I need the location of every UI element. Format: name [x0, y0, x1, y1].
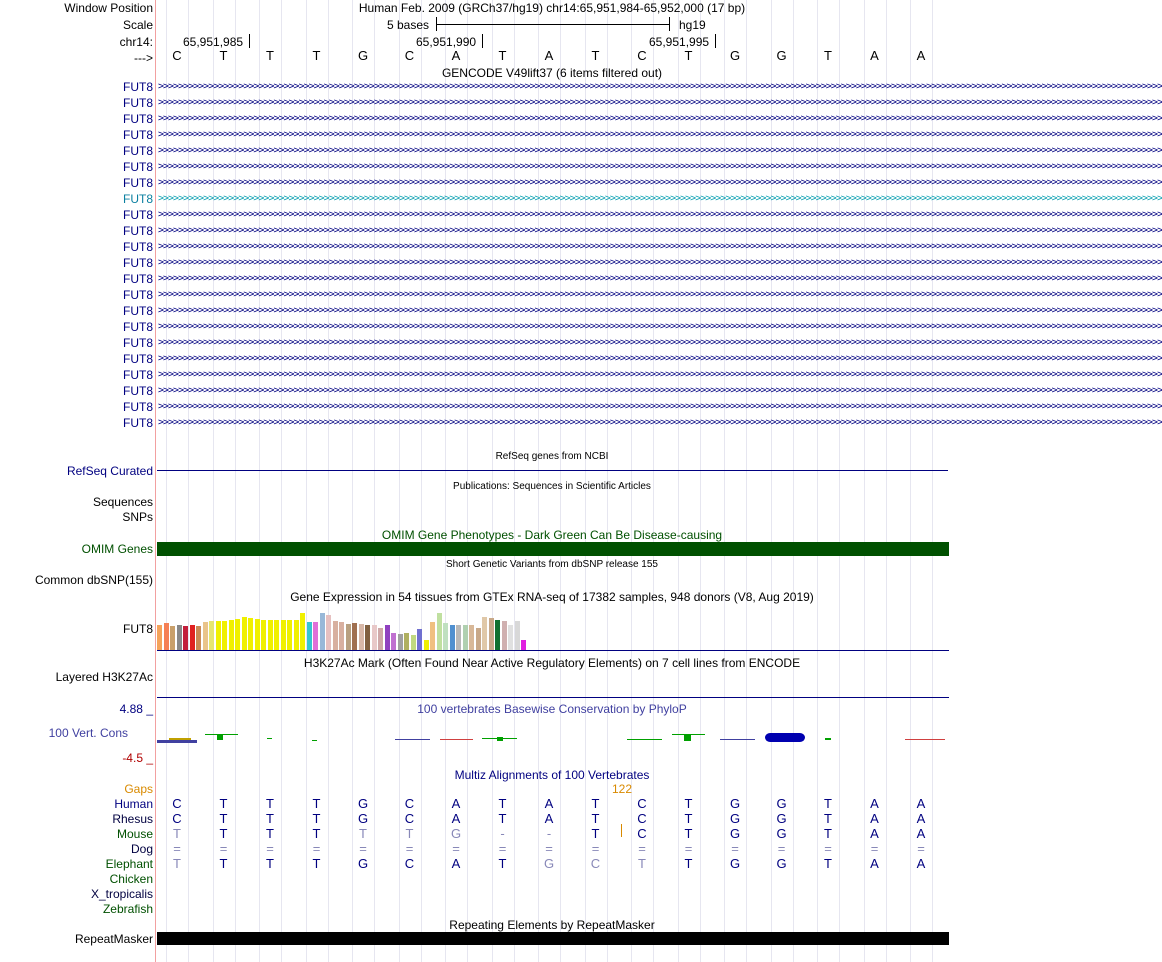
aligned-base: = — [498, 841, 507, 856]
aligned-base: G — [729, 811, 741, 826]
gtex-tissue-bar[interactable] — [248, 618, 253, 650]
gencode-gene-label[interactable]: FUT8 — [123, 144, 153, 158]
aligned-base: T — [824, 826, 832, 841]
gtex-tissue-bar[interactable] — [326, 615, 331, 650]
gtex-tissue-bar[interactable] — [430, 622, 435, 650]
aligned-base: = — [405, 841, 414, 856]
gencode-gene-label[interactable]: FUT8 — [123, 224, 153, 238]
aligned-base: G — [450, 826, 462, 841]
aligned-base: A — [916, 856, 926, 871]
aligned-base: = — [219, 841, 228, 856]
gencode-gene-label[interactable]: FUT8 — [123, 192, 153, 206]
aligned-base: = — [777, 841, 786, 856]
reference-base: C — [637, 48, 647, 63]
aligned-base: C — [637, 796, 647, 811]
phylop-title[interactable]: 100 vertebrates Basewise Conservation by PhyloP — [417, 702, 687, 716]
gtex-tissue-bar[interactable] — [515, 621, 520, 650]
aligned-base: = — [731, 841, 739, 856]
gtex-tissue-bar[interactable] — [196, 626, 201, 650]
scale-text: 5 bases — [387, 18, 430, 32]
gtex-tissue-bar[interactable] — [274, 620, 279, 650]
scale-bar-right — [669, 17, 670, 31]
aligned-base: = — [638, 841, 646, 856]
gencode-transcript-line[interactable]: >>>>>>>>>>>>>>>>>>>>>>>>>>>>>>>>>>>>>>>>>>>>>>>>>>>>>>>>>>>>>>>>>>>>>>>>>>>>>>>>>>>>>>>>>>>>>>>>>>>>>>>>>>>>>>>>>>>>>>>>>>>>>>>>>>>>>>>>>>>>>>>>>>>>>>>>>>>>>>>>>>>>>>>>>>>>>>>>>>>>>>>>>>>>>>>>>>>>>>>> — [158, 129, 1162, 140]
gtex-tissue-bar[interactable] — [463, 625, 468, 650]
gap-marker — [621, 824, 622, 837]
species-label[interactable]: Chicken — [109, 872, 153, 886]
reference-base: T — [266, 48, 274, 63]
gencode-transcript-line[interactable]: >>>>>>>>>>>>>>>>>>>>>>>>>>>>>>>>>>>>>>>>>>>>>>>>>>>>>>>>>>>>>>>>>>>>>>>>>>>>>>>>>>>>>>>>>>>>>>>>>>>>>>>>>>>>>>>>>>>>>>>>>>>>>>>>>>>>>>>>>>>>>>>>>>>>>>>>>>>>>>>>>>>>>>>>>>>>>>>>>>>>>>>>>>>>>>>>>>>>>>>> — [158, 113, 1162, 124]
scale-label: Scale — [122, 18, 153, 32]
aligned-base: T — [824, 796, 832, 811]
aligned-base: C — [404, 811, 415, 826]
gencode-gene-label[interactable]: FUT8 — [123, 400, 153, 414]
species-label[interactable]: Rhesus — [112, 812, 153, 826]
gencode-transcript-line[interactable]: >>>>>>>>>>>>>>>>>>>>>>>>>>>>>>>>>>>>>>>>>>>>>>>>>>>>>>>>>>>>>>>>>>>>>>>>>>>>>>>>>>>>>>>>>>>>>>>>>>>>>>>>>>>>>>>>>>>>>>>>>>>>>>>>>>>>>>>>>>>>>>>>>>>>>>>>>>>>>>>>>>>>>>>>>>>>>>>>>>>>>>>>>>>>>>>>>>>>>>>> — [158, 257, 1162, 268]
gencode-transcript-line[interactable]: >>>>>>>>>>>>>>>>>>>>>>>>>>>>>>>>>>>>>>>>>>>>>>>>>>>>>>>>>>>>>>>>>>>>>>>>>>>>>>>>>>>>>>>>>>>>>>>>>>>>>>>>>>>>>>>>>>>>>>>>>>>>>>>>>>>>>>>>>>>>>>>>>>>>>>>>>>>>>>>>>>>>>>>>>>>>>>>>>>>>>>>>>>>>>>>>>>>>>>>> — [158, 97, 1162, 108]
aligned-base: T — [498, 811, 507, 826]
gtex-tissue-bar[interactable] — [203, 622, 208, 650]
reference-base: T — [824, 48, 832, 63]
omim-title[interactable]: OMIM Gene Phenotypes - Dark Green Can Be Disease-causing — [381, 528, 723, 542]
gtex-tissue-bar[interactable] — [424, 640, 429, 650]
phylop-graph[interactable] — [157, 728, 949, 746]
gencode-gene-label[interactable]: FUT8 — [123, 368, 153, 382]
aligned-base: A — [451, 796, 461, 811]
phylop-neg-8 — [905, 739, 945, 740]
gtex-tissue-bar[interactable] — [177, 625, 182, 650]
aligned-base: = — [870, 841, 879, 856]
aligned-base: = — [591, 841, 600, 856]
gtex-tissue-bar[interactable] — [157, 625, 162, 650]
gtex-tissue-bar[interactable] — [411, 635, 416, 650]
aligned-base: A — [916, 811, 926, 826]
gtex-tissue-bar[interactable] — [443, 623, 448, 650]
gencode-gene-label[interactable]: FUT8 — [123, 272, 153, 286]
reference-base: T — [312, 48, 321, 63]
gencode-title[interactable]: GENCODE V49lift37 (6 items filtered out) — [441, 66, 663, 80]
gencode-transcript-line[interactable]: >>>>>>>>>>>>>>>>>>>>>>>>>>>>>>>>>>>>>>>>>>>>>>>>>>>>>>>>>>>>>>>>>>>>>>>>>>>>>>>>>>>>>>>>>>>>>>>>>>>>>>>>>>>>>>>>>>>>>>>>>>>>>>>>>>>>>>>>>>>>>>>>>>>>>>>>>>>>>>>>>>>>>>>>>>>>>>>>>>>>>>>>>>>>>>>>>>>>>>>> — [158, 209, 1162, 220]
species-label[interactable]: Zebrafish — [102, 902, 153, 916]
reference-base: G — [729, 48, 741, 63]
aligned-base: T — [591, 826, 600, 841]
aligned-base: T — [266, 811, 274, 826]
gtex-tissue-bar[interactable] — [391, 633, 396, 650]
aligned-base: T — [173, 826, 181, 841]
phylop-peak-7 — [825, 738, 831, 740]
aligned-base: A — [544, 796, 554, 811]
reference-base: T — [498, 48, 507, 63]
gencode-transcript-line[interactable]: >>>>>>>>>>>>>>>>>>>>>>>>>>>>>>>>>>>>>>>>>>>>>>>>>>>>>>>>>>>>>>>>>>>>>>>>>>>>>>>>>>>>>>>>>>>>>>>>>>>>>>>>>>>>>>>>>>>>>>>>>>>>>>>>>>>>>>>>>>>>>>>>>>>>>>>>>>>>>>>>>>>>>>>>>>>>>>>>>>>>>>>>>>>>>>>>>>>>>>>> — [158, 305, 1162, 316]
reference-base: G — [776, 48, 787, 63]
gencode-transcript-line[interactable]: >>>>>>>>>>>>>>>>>>>>>>>>>>>>>>>>>>>>>>>>>>>>>>>>>>>>>>>>>>>>>>>>>>>>>>>>>>>>>>>>>>>>>>>>>>>>>>>>>>>>>>>>>>>>>>>>>>>>>>>>>>>>>>>>>>>>>>>>>>>>>>>>>>>>>>>>>>>>>>>>>>>>>>>>>>>>>>>>>>>>>>>>>>>>>>>>>>>>>>>> — [158, 241, 1162, 252]
gtex-tissue-bar[interactable] — [255, 619, 260, 650]
gtex-tissue-bar[interactable] — [313, 622, 318, 650]
gencode-gene-label[interactable]: FUT8 — [123, 416, 153, 430]
h3k27ac-title[interactable]: H3K27Ac Mark (Often Found Near Active Regulatory Elements) on 7 cell lines from ENCODE — [303, 656, 801, 670]
aligned-base: T — [219, 811, 228, 826]
gtex-tissue-bar[interactable] — [476, 628, 481, 650]
phylop-ymax: 4.88 _ — [119, 702, 153, 716]
aligned-base: T — [824, 856, 832, 871]
phylop-logo-t1 — [217, 735, 223, 740]
gencode-gene-label[interactable]: FUT8 — [123, 160, 153, 174]
gtex-tissue-bar[interactable] — [190, 625, 195, 650]
publications-label-snps[interactable]: SNPs — [122, 510, 153, 524]
gencode-transcript-line[interactable]: >>>>>>>>>>>>>>>>>>>>>>>>>>>>>>>>>>>>>>>>>>>>>>>>>>>>>>>>>>>>>>>>>>>>>>>>>>>>>>>>>>>>>>>>>>>>>>>>>>>>>>>>>>>>>>>>>>>>>>>>>>>>>>>>>>>>>>>>>>>>>>>>>>>>>>>>>>>>>>>>>>>>>>>>>>>>>>>>>>>>>>>>>>>>>>>>>>>>>>>> — [158, 417, 1162, 428]
gtex-gene-line — [157, 650, 949, 651]
aligned-base: = — [684, 841, 693, 856]
gtex-tissue-bar[interactable] — [359, 624, 364, 650]
aligned-base: G — [729, 856, 741, 871]
aligned-base: T — [312, 811, 321, 826]
aligned-base: T — [591, 796, 600, 811]
aligned-base: T — [684, 856, 693, 871]
aligned-base: T — [266, 796, 274, 811]
refseq-label[interactable]: RefSeq Curated — [66, 464, 153, 478]
strand-label: ---> — [134, 51, 153, 65]
dbsnp-title[interactable]: Short Genetic Variants from dbSNP release 155 — [446, 559, 658, 570]
refseq-line[interactable] — [157, 470, 948, 471]
gtex-tissue-bar[interactable] — [495, 620, 500, 650]
aligned-base: G — [729, 826, 741, 841]
gencode-transcript-line[interactable]: >>>>>>>>>>>>>>>>>>>>>>>>>>>>>>>>>>>>>>>>>>>>>>>>>>>>>>>>>>>>>>>>>>>>>>>>>>>>>>>>>>>>>>>>>>>>>>>>>>>>>>>>>>>>>>>>>>>>>>>>>>>>>>>>>>>>>>>>>>>>>>>>>>>>>>>>>>>>>>>>>>>>>>>>>>>>>>>>>>>>>>>>>>>>>>>>>>>>>>>> — [158, 337, 1162, 348]
gencode-transcript-line[interactable]: >>>>>>>>>>>>>>>>>>>>>>>>>>>>>>>>>>>>>>>>>>>>>>>>>>>>>>>>>>>>>>>>>>>>>>>>>>>>>>>>>>>>>>>>>>>>>>>>>>>>>>>>>>>>>>>>>>>>>>>>>>>>>>>>>>>>>>>>>>>>>>>>>>>>>>>>>>>>>>>>>>>>>>>>>>>>>>>>>>>>>>>>>>>>>>>>>>>>>>>> — [158, 321, 1162, 332]
refseq-title[interactable]: RefSeq genes from NCBI — [495, 451, 609, 462]
gencode-gene-label[interactable]: FUT8 — [123, 208, 153, 222]
gtex-title[interactable]: Gene Expression in 54 tissues from GTEx RNA-seq of 17382 samples, 948 donors (V8, Aug 2019) — [290, 590, 814, 604]
aligned-base: T — [219, 826, 228, 841]
aligned-base: C — [590, 856, 601, 871]
aligned-base: T — [173, 856, 181, 871]
gtex-tissue-bar[interactable] — [170, 626, 175, 650]
aligned-base: A — [916, 826, 926, 841]
gencode-gene-label[interactable]: FUT8 — [123, 304, 153, 318]
aligned-base: T — [219, 796, 228, 811]
gtex-tissue-bar[interactable] — [164, 623, 169, 650]
gtex-tissue-bar[interactable] — [365, 625, 370, 650]
gencode-gene-label[interactable]: FUT8 — [123, 80, 153, 94]
aligned-base: G — [357, 796, 369, 811]
reference-base: C — [404, 48, 415, 63]
gencode-gene-label[interactable]: FUT8 — [123, 128, 153, 142]
gtex-tissue-bar[interactable] — [352, 623, 357, 650]
gencode-transcript-line[interactable]: >>>>>>>>>>>>>>>>>>>>>>>>>>>>>>>>>>>>>>>>>>>>>>>>>>>>>>>>>>>>>>>>>>>>>>>>>>>>>>>>>>>>>>>>>>>>>>>>>>>>>>>>>>>>>>>>>>>>>>>>>>>>>>>>>>>>>>>>>>>>>>>>>>>>>>>>>>>>>>>>>>>>>>>>>>>>>>>>>>>>>>>>>>>>>>>>>>>>>>>> — [158, 81, 1162, 92]
aligned-base: = — [312, 841, 321, 856]
gtex-tissue-bar[interactable] — [398, 634, 403, 650]
aligned-base: A — [544, 811, 554, 826]
aligned-base: T — [498, 856, 507, 871]
phylop-peak-2 — [267, 738, 272, 739]
coord-tick-2 — [482, 34, 483, 48]
h3k27ac-label[interactable]: Layered H3K27Ac — [55, 670, 153, 684]
phylop-peak-6 — [672, 734, 705, 735]
gencode-transcript-line[interactable]: >>>>>>>>>>>>>>>>>>>>>>>>>>>>>>>>>>>>>>>>>>>>>>>>>>>>>>>>>>>>>>>>>>>>>>>>>>>>>>>>>>>>>>>>>>>>>>>>>>>>>>>>>>>>>>>>>>>>>>>>>>>>>>>>>>>>>>>>>>>>>>>>>>>>>>>>>>>>>>>>>>>>>>>>>>>>>>>>>>>>>>>>>>>>>>>>>>>>>>>> — [158, 401, 1162, 412]
aligned-base: A — [916, 796, 926, 811]
gencode-gene-label[interactable]: FUT8 — [123, 112, 153, 126]
reference-base: A — [870, 48, 879, 63]
gencode-gene-label[interactable]: FUT8 — [123, 352, 153, 366]
phylop-logo-g — [765, 733, 805, 742]
aligned-base: C — [637, 826, 647, 841]
aligned-base: G — [543, 856, 555, 871]
omim-bar[interactable] — [157, 542, 949, 556]
species-label[interactable]: X_tropicalis — [90, 887, 153, 901]
aligned-base: G — [776, 826, 787, 841]
gtex-tissue-bar[interactable] — [333, 621, 338, 650]
phylop-neg-2 — [395, 739, 430, 740]
aligned-base: T — [638, 856, 646, 871]
multiz-title[interactable]: Multiz Alignments of 100 Vertebrates — [454, 768, 650, 782]
species-label[interactable]: Dog — [130, 842, 153, 856]
gtex-tissue-bar[interactable] — [261, 620, 266, 650]
gtex-tissue-bar[interactable] — [183, 626, 188, 650]
gtex-tissue-bar[interactable] — [469, 625, 474, 650]
aligned-base: T — [498, 796, 507, 811]
phylop-logo-t2 — [497, 737, 503, 741]
gtex-tissue-bar[interactable] — [437, 613, 442, 650]
aligned-base: C — [404, 856, 415, 871]
gtex-tissue-bar[interactable] — [482, 617, 487, 650]
aligned-base: G — [776, 856, 787, 871]
publications-title[interactable]: Publications: Sequences in Scientific Articles — [453, 481, 651, 492]
aligned-base: = — [173, 841, 181, 856]
gtex-tissue-bar[interactable] — [417, 629, 422, 650]
species-label[interactable]: Elephant — [105, 857, 153, 871]
aligned-base: C — [404, 796, 415, 811]
gtex-tissue-bar[interactable] — [508, 625, 513, 650]
chr-label: chr14: — [119, 35, 153, 49]
aligned-base: = — [917, 841, 925, 856]
reference-base: A — [544, 48, 554, 63]
gencode-gene-label[interactable]: FUT8 — [123, 256, 153, 270]
aligned-base: T — [359, 826, 367, 841]
repeatmasker-bar[interactable] — [157, 932, 949, 945]
reference-base: A — [451, 48, 461, 63]
gtex-tissue-bar[interactable] — [372, 625, 377, 650]
gtex-tissue-bar[interactable] — [229, 620, 234, 650]
aligned-base: A — [870, 796, 879, 811]
gencode-gene-label[interactable]: FUT8 — [123, 96, 153, 110]
gtex-tissue-bar[interactable] — [385, 625, 390, 650]
gencode-gene-label[interactable]: FUT8 — [123, 336, 153, 350]
phylop-logo-t3 — [684, 735, 691, 741]
gtex-tissue-bar[interactable] — [521, 640, 526, 650]
aligned-base: A — [870, 856, 879, 871]
gencode-transcript-line[interactable]: >>>>>>>>>>>>>>>>>>>>>>>>>>>>>>>>>>>>>>>>>>>>>>>>>>>>>>>>>>>>>>>>>>>>>>>>>>>>>>>>>>>>>>>>>>>>>>>>>>>>>>>>>>>>>>>>>>>>>>>>>>>>>>>>>>>>>>>>>>>>>>>>>>>>>>>>>>>>>>>>>>>>>>>>>>>>>>>>>>>>>>>>>>>>>>>>>>>>>>>> — [158, 193, 1162, 204]
phylop-ymin: -4.5 _ — [122, 751, 153, 765]
gencode-transcript-line[interactable]: >>>>>>>>>>>>>>>>>>>>>>>>>>>>>>>>>>>>>>>>>>>>>>>>>>>>>>>>>>>>>>>>>>>>>>>>>>>>>>>>>>>>>>>>>>>>>>>>>>>>>>>>>>>>>>>>>>>>>>>>>>>>>>>>>>>>>>>>>>>>>>>>>>>>>>>>>>>>>>>>>>>>>>>>>>>>>>>>>>>>>>>>>>>>>>>>>>>>>>>> — [158, 145, 1162, 156]
scale-bar — [436, 24, 669, 25]
reference-base: T — [591, 48, 600, 63]
aligned-base: G — [357, 811, 369, 826]
gencode-transcript-line[interactable]: >>>>>>>>>>>>>>>>>>>>>>>>>>>>>>>>>>>>>>>>>>>>>>>>>>>>>>>>>>>>>>>>>>>>>>>>>>>>>>>>>>>>>>>>>>>>>>>>>>>>>>>>>>>>>>>>>>>>>>>>>>>>>>>>>>>>>>>>>>>>>>>>>>>>>>>>>>>>>>>>>>>>>>>>>>>>>>>>>>>>>>>>>>>>>>>>>>>>>>>> — [158, 369, 1162, 380]
aligned-base: T — [219, 856, 228, 871]
gtex-tissue-bar[interactable] — [378, 628, 383, 650]
coord-tick-1 — [249, 34, 250, 48]
coord-tick-3 — [715, 34, 716, 48]
aligned-base: C — [172, 796, 182, 811]
gtex-tissue-bar[interactable] — [404, 633, 409, 650]
assembly-label: hg19 — [679, 18, 706, 32]
window-position-label: Window Position — [64, 1, 153, 15]
aligned-base: = — [452, 841, 460, 856]
gencode-gene-label[interactable]: FUT8 — [123, 384, 153, 398]
repeatmasker-label[interactable]: RepeatMasker — [74, 932, 153, 946]
omim-label[interactable]: OMIM Genes — [81, 542, 153, 556]
aligned-base: - — [546, 826, 552, 841]
aligned-base: C — [637, 811, 647, 826]
aligned-base: A — [451, 856, 461, 871]
aligned-base: A — [870, 826, 879, 841]
gtex-tissue-bar[interactable] — [209, 621, 214, 650]
gtex-tissue-bar[interactable] — [222, 621, 227, 650]
reference-base: G — [357, 48, 369, 63]
phylop-peak-1 — [205, 734, 238, 735]
gtex-tissue-bar[interactable] — [320, 613, 325, 650]
gtex-tissue-bar[interactable] — [450, 625, 455, 650]
gencode-transcript-line[interactable]: >>>>>>>>>>>>>>>>>>>>>>>>>>>>>>>>>>>>>>>>>>>>>>>>>>>>>>>>>>>>>>>>>>>>>>>>>>>>>>>>>>>>>>>>>>>>>>>>>>>>>>>>>>>>>>>>>>>>>>>>>>>>>>>>>>>>>>>>>>>>>>>>>>>>>>>>>>>>>>>>>>>>>>>>>>>>>>>>>>>>>>>>>>>>>>>>>>>>>>>> — [158, 225, 1162, 236]
gtex-tissue-bar[interactable] — [346, 624, 351, 650]
label-separator — [155, 0, 156, 962]
aligned-base: T — [266, 856, 274, 871]
reference-base: T — [684, 48, 693, 63]
gencode-transcript-line[interactable]: >>>>>>>>>>>>>>>>>>>>>>>>>>>>>>>>>>>>>>>>>>>>>>>>>>>>>>>>>>>>>>>>>>>>>>>>>>>>>>>>>>>>>>>>>>>>>>>>>>>>>>>>>>>>>>>>>>>>>>>>>>>>>>>>>>>>>>>>>>>>>>>>>>>>>>>>>>>>>>>>>>>>>>>>>>>>>>>>>>>>>>>>>>>>>>>>>>>>>>>> — [158, 273, 1162, 284]
coord-1: 65,951,985 — [183, 35, 244, 49]
aligned-base: T — [266, 826, 274, 841]
aligned-base: T — [824, 811, 832, 826]
gencode-gene-label[interactable]: FUT8 — [123, 240, 153, 254]
reference-base: C — [172, 48, 182, 63]
aligned-base: G — [729, 796, 741, 811]
gtex-tissue-bar[interactable] — [502, 621, 507, 650]
phylop-label[interactable]: 100 Vert. Cons — [48, 726, 128, 740]
aligned-base: G — [357, 856, 369, 871]
phylop-peak-3 — [312, 740, 317, 741]
aligned-base: = — [359, 841, 367, 856]
phylop-logo-left — [169, 738, 191, 740]
dbsnp-label[interactable]: Common dbSNP(155) — [34, 573, 153, 587]
gtex-tissue-bar[interactable] — [242, 617, 247, 650]
aligned-base: T — [405, 826, 414, 841]
aligned-base: T — [312, 856, 321, 871]
gtex-tissue-bar[interactable] — [216, 621, 221, 650]
gtex-tissue-bar[interactable] — [287, 620, 292, 650]
aligned-base: - — [500, 826, 505, 841]
gtex-tissue-bar[interactable] — [456, 625, 461, 650]
publications-label-sequences[interactable]: Sequences — [92, 495, 153, 509]
reference-base: A — [916, 48, 926, 63]
coord-2: 65,951,990 — [416, 35, 477, 49]
gencode-transcript-line[interactable]: >>>>>>>>>>>>>>>>>>>>>>>>>>>>>>>>>>>>>>>>>>>>>>>>>>>>>>>>>>>>>>>>>>>>>>>>>>>>>>>>>>>>>>>>>>>>>>>>>>>>>>>>>>>>>>>>>>>>>>>>>>>>>>>>>>>>>>>>>>>>>>>>>>>>>>>>>>>>>>>>>>>>>>>>>>>>>>>>>>>>>>>>>>>>>>>>>>>>>>>> — [158, 177, 1162, 188]
aligned-base: T — [684, 811, 693, 826]
gtex-tissue-bar[interactable] — [489, 618, 494, 650]
gencode-gene-label[interactable]: FUT8 — [123, 288, 153, 302]
h3k27ac-baseline — [157, 697, 949, 698]
aligned-base: A — [870, 811, 879, 826]
species-label[interactable]: Mouse — [116, 827, 153, 841]
gencode-gene-label[interactable]: FUT8 — [123, 176, 153, 190]
gtex-label[interactable]: FUT8 — [123, 622, 153, 636]
gtex-tissue-bar[interactable] — [268, 620, 273, 650]
gtex-bar-chart[interactable] — [157, 604, 537, 650]
phylop-neg-6 — [720, 739, 755, 740]
reference-base: T — [219, 48, 228, 63]
aligned-base: = — [266, 841, 274, 856]
aligned-base: = — [824, 841, 832, 856]
phylop-neg-block — [157, 740, 197, 743]
repeatmasker-title[interactable]: Repeating Elements by RepeatMasker — [449, 918, 655, 932]
gencode-transcript-line[interactable]: >>>>>>>>>>>>>>>>>>>>>>>>>>>>>>>>>>>>>>>>>>>>>>>>>>>>>>>>>>>>>>>>>>>>>>>>>>>>>>>>>>>>>>>>>>>>>>>>>>>>>>>>>>>>>>>>>>>>>>>>>>>>>>>>>>>>>>>>>>>>>>>>>>>>>>>>>>>>>>>>>>>>>>>>>>>>>>>>>>>>>>>>>>>>>>>>>>>>>>>> — [158, 353, 1162, 364]
aligned-base: G — [776, 796, 787, 811]
aligned-base: G — [776, 811, 787, 826]
gtex-tissue-bar[interactable] — [339, 622, 344, 650]
gencode-transcript-line[interactable]: >>>>>>>>>>>>>>>>>>>>>>>>>>>>>>>>>>>>>>>>>>>>>>>>>>>>>>>>>>>>>>>>>>>>>>>>>>>>>>>>>>>>>>>>>>>>>>>>>>>>>>>>>>>>>>>>>>>>>>>>>>>>>>>>>>>>>>>>>>>>>>>>>>>>>>>>>>>>>>>>>>>>>>>>>>>>>>>>>>>>>>>>>>>>>>>>>>>>>>>> — [158, 289, 1162, 300]
gtex-tissue-bar[interactable] — [300, 613, 305, 650]
aligned-base: T — [684, 796, 693, 811]
phylop-neg-3 — [440, 739, 473, 740]
aligned-base: A — [451, 811, 461, 826]
gaps-label[interactable]: Gaps — [124, 782, 153, 796]
window-position-value: Human Feb. 2009 (GRCh37/hg19) chr14:65,951,984-65,952,000 (17 bp) — [358, 1, 746, 15]
gtex-tissue-bar[interactable] — [235, 619, 240, 650]
gencode-transcript-line[interactable]: >>>>>>>>>>>>>>>>>>>>>>>>>>>>>>>>>>>>>>>>>>>>>>>>>>>>>>>>>>>>>>>>>>>>>>>>>>>>>>>>>>>>>>>>>>>>>>>>>>>>>>>>>>>>>>>>>>>>>>>>>>>>>>>>>>>>>>>>>>>>>>>>>>>>>>>>>>>>>>>>>>>>>>>>>>>>>>>>>>>>>>>>>>>>>>>>>>>>>>>> — [158, 161, 1162, 172]
aligned-base: T — [684, 826, 693, 841]
aligned-base: T — [312, 826, 321, 841]
species-label[interactable]: Human — [114, 797, 153, 811]
aligned-base: T — [312, 796, 321, 811]
coord-3: 65,951,995 — [649, 35, 710, 49]
gtex-tissue-bar[interactable] — [294, 620, 299, 650]
aligned-base: = — [545, 841, 553, 856]
gencode-gene-label[interactable]: FUT8 — [123, 320, 153, 334]
aligned-base: T — [591, 811, 600, 826]
gtex-tissue-bar[interactable] — [281, 620, 286, 650]
gencode-transcript-line[interactable]: >>>>>>>>>>>>>>>>>>>>>>>>>>>>>>>>>>>>>>>>>>>>>>>>>>>>>>>>>>>>>>>>>>>>>>>>>>>>>>>>>>>>>>>>>>>>>>>>>>>>>>>>>>>>>>>>>>>>>>>>>>>>>>>>>>>>>>>>>>>>>>>>>>>>>>>>>>>>>>>>>>>>>>>>>>>>>>>>>>>>>>>>>>>>>>>>>>>>>>>> — [158, 385, 1162, 396]
phylop-pos-5 — [627, 739, 662, 740]
aligned-base: C — [172, 811, 182, 826]
gap-value: 122 — [612, 782, 633, 796]
gtex-tissue-bar[interactable] — [307, 622, 312, 650]
